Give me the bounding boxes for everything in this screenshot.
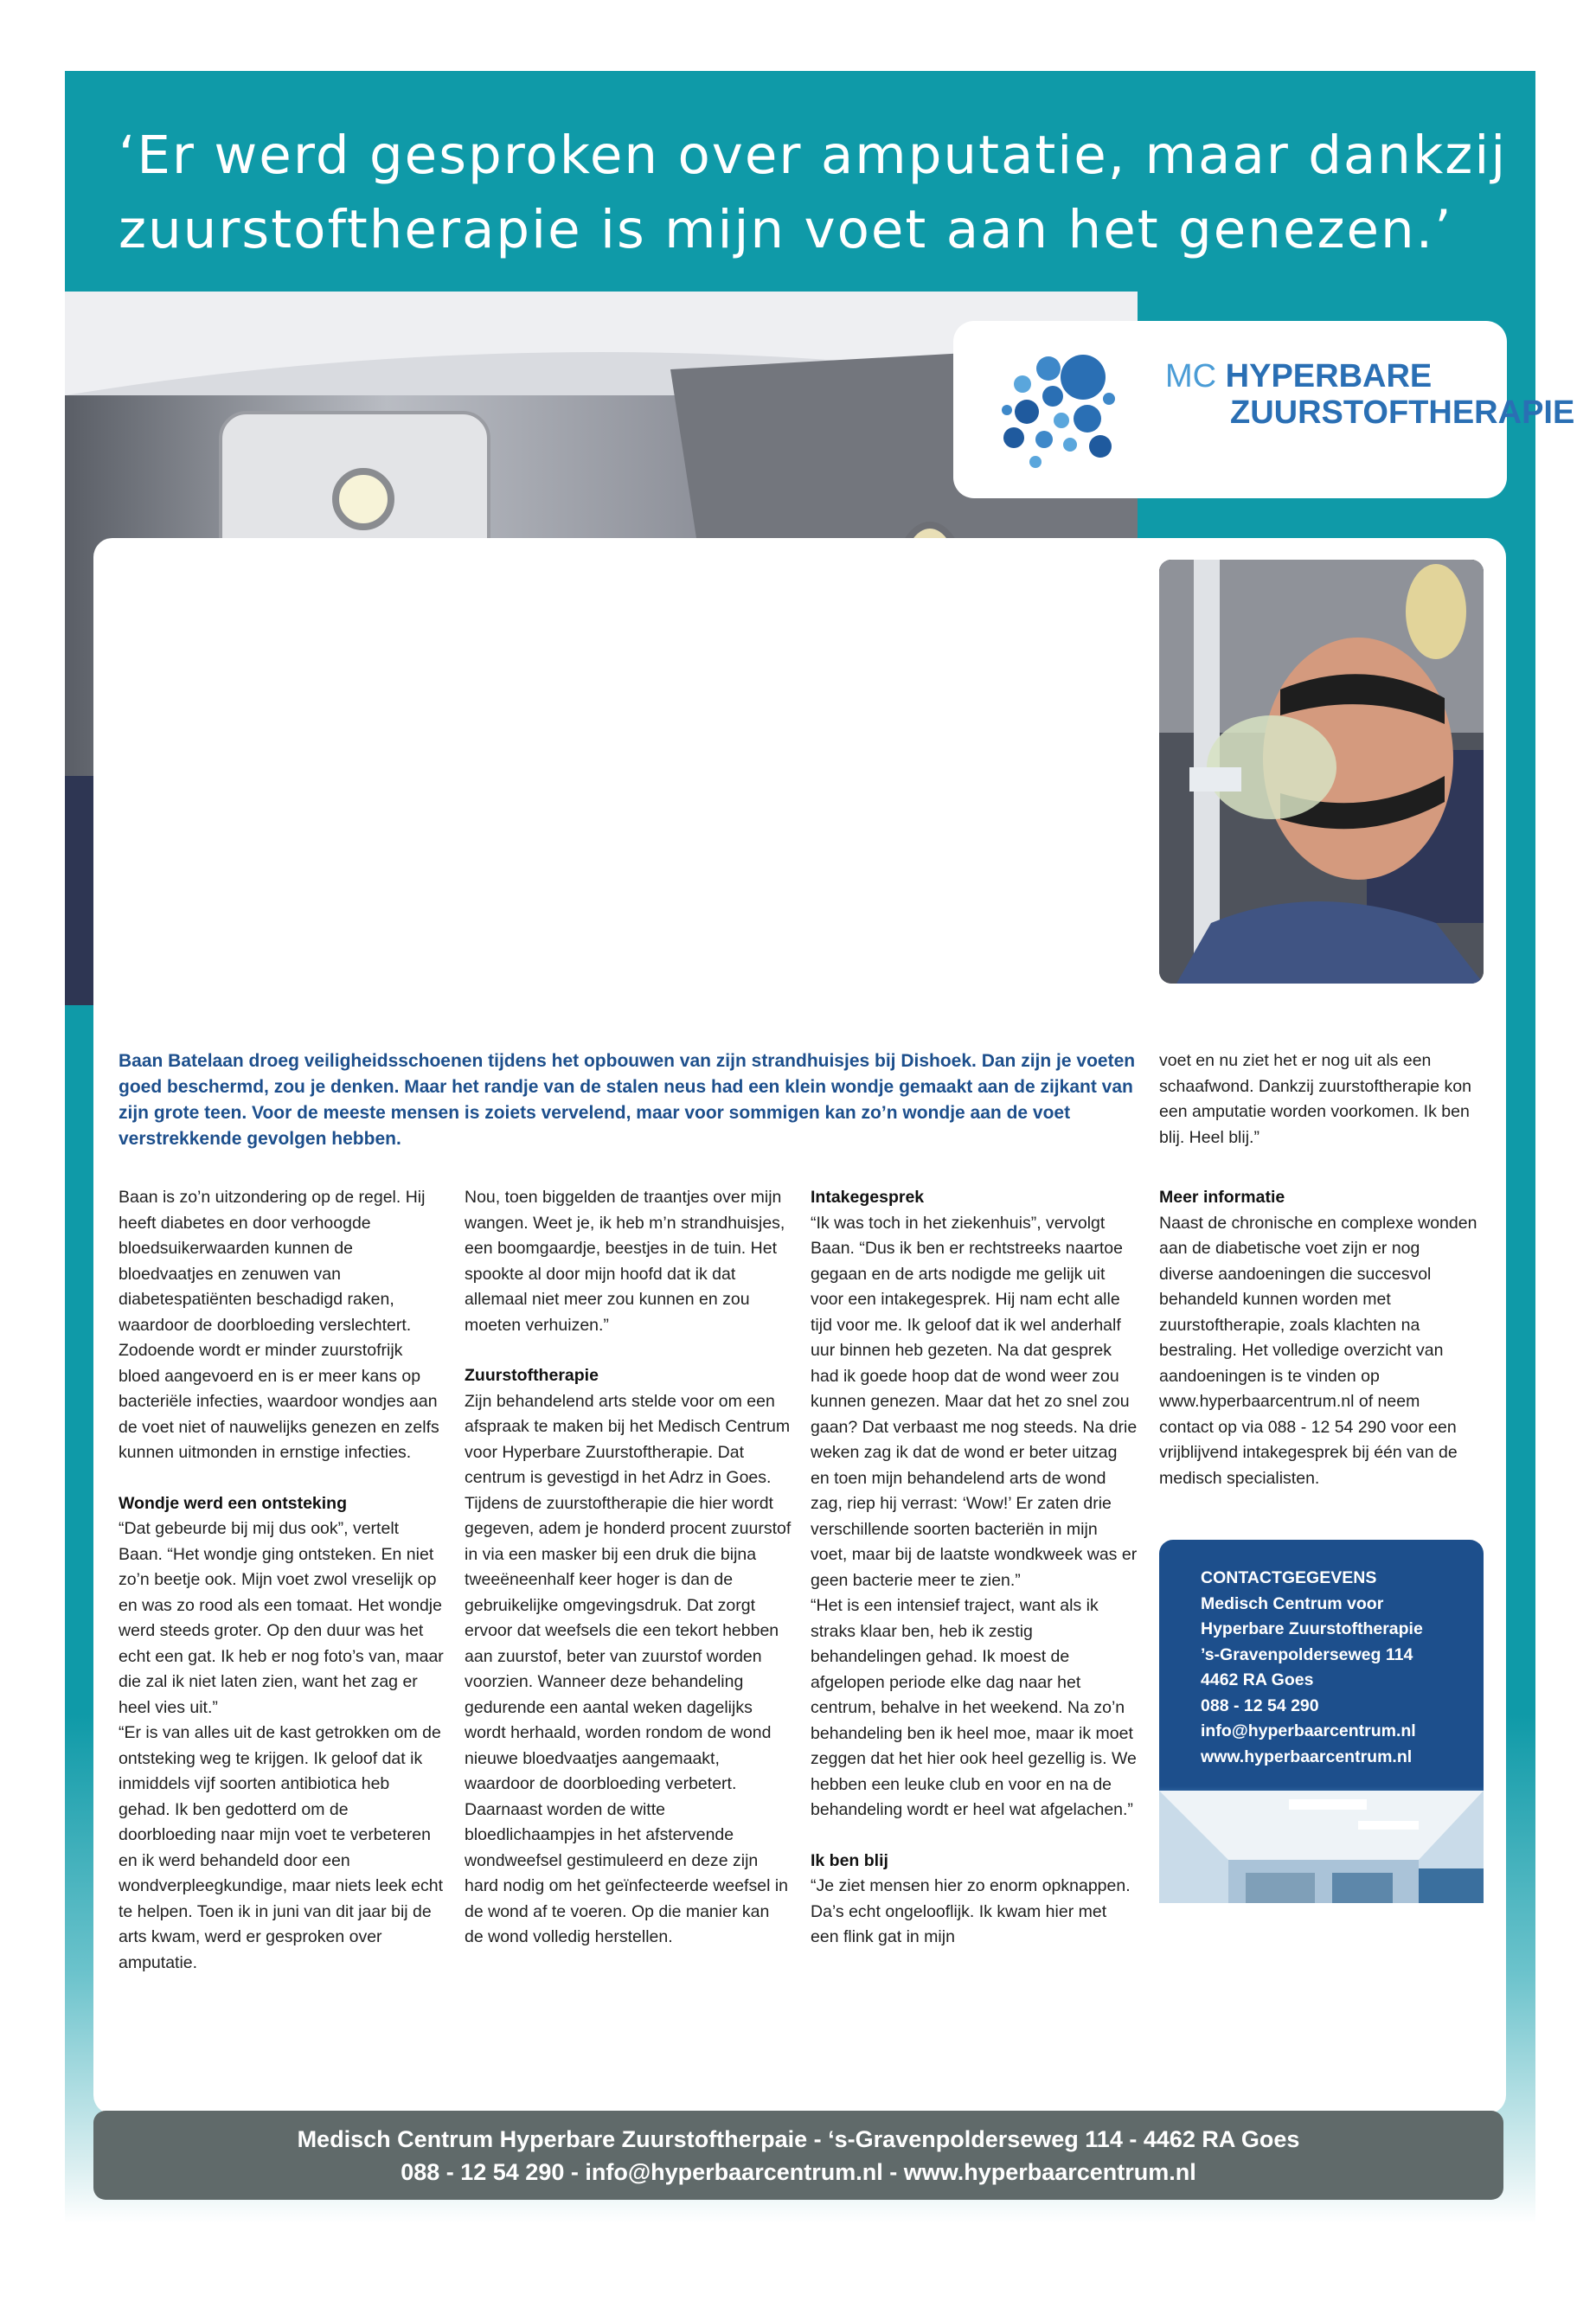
col4-top-text: voet en nu ziet het er nog uit als een schaafwond. Dankzij zuurstoftherapie kon een amputatie worden voorkomen. Ik ben blij. Heel blij.” xyxy=(1159,1051,1471,1147)
headline xyxy=(119,119,1537,267)
contact-details xyxy=(1201,1566,1423,1770)
logo-wordmark xyxy=(1165,358,1574,431)
logo-prefix: MC xyxy=(1165,358,1217,394)
col2-heading: Zuurstoftherapie xyxy=(465,1366,599,1385)
col3-paragraph-3: “Je ziet mensen hier zo enorm opknappen. Da’s echt ongelooflijk. Ik kwam hier met een flink gat in mijn xyxy=(811,1876,1131,1946)
col2-paragraph-2: Zijn behandelend arts stelde voor om een afspraak te maken bij het Medisch Centrum voor Hyperbare Zuurstoftherapie. Dat centrum is gevestigd in het Adrz in Goes. Tijdens de zuurstoftherapie die hier wordt gegeven, adem je honderd procent zuurstof in via een masker bij een druk die bijna tweeëneenhalf keer hoger is dan de gebruikelijke omgevingsdruk. Dat zorgt ervoor dat weefsels die een tekort hebben aan zuurstof, beter van zuurstof worden voorzien. Wanneer deze behandeling gedurende een aantal weken dagelijks wordt herhaald, worden rondom de wond nieuwe bloedvaatjes aangemaakt, waardoor de doorbloeding verbetert. Daarnaast worden de witte bloedlichaampjes in het afstervende wondweefsel gestimuleerd en deze zijn hard nodig om het geïnfecteerde weefsel in de wond af te voeren. Op die manier kan de wond volledig herstellen. xyxy=(465,1391,792,1946)
col1-heading: Wondje werd een ontsteking xyxy=(119,1493,348,1513)
contact-phone: 088 - 12 54 290 xyxy=(1201,1695,1319,1715)
col4-heading: Meer informatie xyxy=(1159,1188,1285,1207)
contact-street: ’s-Gravenpolderseweg 114 xyxy=(1201,1644,1413,1664)
contact-title: CONTACTGEGEVENS xyxy=(1201,1568,1377,1587)
col1-paragraph-1: Baan is zo’n uitzondering op de regel. Hij heeft diabetes en door verhoogde bloedsuikerwaarden kunnen de bloedvaatjes en zenuwen van diabetespatiënten beschadigd raken, waardoor de doorbloeding verslechtert. Zodoende wordt er minder zuurstofrijk bloed aangevoerd en is er meer kans op bacteriële infecties, waardoor wondjes aan de voet niet of nauwelijks genezen en zelfs kunnen uitmonden in ernstige infecties. xyxy=(119,1188,439,1462)
footer-bar xyxy=(93,2111,1503,2200)
contact-website[interactable]: www.hyperbaarcentrum.nl xyxy=(1201,1747,1413,1766)
col3-paragraph-2: “Het is een intensief traject, want als ik straks klaar ben, heb ik zestig behandelingen gehad. Ik moest de afgelopen periode elke dag naar het centrum, behalve in het weekend. Na zo’n behandeling ben ik heel moe, maar ik moet zeggen dat het hier ook heel gezellig is. We hebben een leuke club en voor en na de behandeling wordt er heel wat afgelachen.” xyxy=(811,1596,1137,1819)
col3-heading-2: Ik ben blij xyxy=(811,1850,888,1870)
col1-paragraph-2: “Dat gebeurde bij mij dus ook”, vertelt Baan. “Het wondje ging ontsteken. En niet zo’n beetje ook. Mijn voet zwol vreselijk op en was zo rood als een tomaat. Het wondje werd steeds groter. Op den duur was het echt een gat. Ik heb er nog foto’s van, maar die zal ik niet laten zien, want het zag er heel vies uit.” xyxy=(119,1519,444,1717)
column-2 xyxy=(465,1185,792,1951)
column-4 xyxy=(1159,1185,1477,1491)
column-4-top xyxy=(1159,1048,1477,1150)
contact-email[interactable]: info@hyperbaarcentrum.nl xyxy=(1201,1721,1416,1740)
contact-city: 4462 RA Goes xyxy=(1201,1670,1314,1689)
treatment-room-photo xyxy=(1159,1791,1484,1903)
column-1 xyxy=(119,1185,445,1976)
col3-paragraph-1: “Ik was toch in het ziekenhuis”, vervolgt Baan. “Dus ik ben er rechtstreeks naartoe gegaan en de arts nodigde me gelijk uit voor een intakegesprek. Hij nam echt alle tijd voor me. Ik geloof dat ik wel anderhalf uur binnen heb gezeten. Na dat gesprek had ik goede hoop dat de wond weer zou kunnen genezen. Maar dat het zo snel zou gaan? Dat verbaast me nog steeds. Na drie weken zag ik dat de wond er beter uitzag en toen mijn behandelend arts de wond zag, riep hij verrast: ‘Wow!’ Er zaten drie verschillende soorten bacteriën in mijn voet, maar bij de laatste wondkweek was er geen bacterie meer te zien.” xyxy=(811,1213,1138,1590)
logo-line-2: ZUURSTOFTHERAPIE xyxy=(1230,394,1575,431)
col1-paragraph-3: “Er is van alles uit de kast getrokken om de ontsteking weg te krijgen. Ik geloof dat ik inmiddels vijf soorten antibiotica heb gehad. Ik ben gedotterd om de doorbloeding naar mijn voet te verbeteren en ik werd behandeld door een wondverpleegkundige, maar niets leek echt te helpen. Toen ik in juni van dit jaar bij de arts kwam, werd er gesproken over amputatie. xyxy=(119,1723,444,1972)
col3-heading-1: Intakegesprek xyxy=(811,1188,925,1207)
col4-paragraph-1: Naast de chronische en complexe wonden aan de diabetische voet zijn er nog diverse aandoeningen die succesvol behandeld kunnen worden met zuurstoftherapie, zoals klachten na bestraling. Het volledige overzicht van aandoeningen is te vinden op www.hyperbaarcentrum.nl of neem contact op via 088 - 12 54 290 voor een vrijblijvend intakegesprek bij één van de medisch specialisten. xyxy=(1159,1213,1477,1488)
contact-box xyxy=(1159,1540,1484,1903)
column-3 xyxy=(811,1185,1138,1951)
logo-card xyxy=(953,321,1575,498)
logo-line-1: HYPERBARE xyxy=(1225,358,1433,394)
mask-photo-illustration xyxy=(1159,560,1484,984)
footer-line-1: Medisch Centrum Hyperbare Zuurstoftherpaie - ‘s-Gravenpolderseweg 114 - 4462 RA Goes xyxy=(297,2126,1300,2152)
contact-name-2: Hyperbare Zuurstoftherapie xyxy=(1201,1619,1423,1638)
contact-name-1: Medisch Centrum voor xyxy=(1201,1593,1384,1613)
headline-line-2: zuurstoftherapie is mijn voet aan het genezen.’ xyxy=(119,199,1453,260)
col2-paragraph-1: Nou, toen biggelden de traantjes over mijn wangen. Weet je, ik heb m’n strandhuisjes, een boomgaardje, beestjes in de tuin. Het spookte al door mijn hoofd dat ik dat allemaal niet meer zou kunnen en zou moeten verhuizen.” xyxy=(465,1188,785,1335)
intro-paragraph: Baan Batelaan droeg veiligheidsschoenen tijdens het opbouwen van zijn strandhuisjes bij Dishoek. Dan zijn je voeten goed beschermd, zou je denken. Maar het randje van de stalen neus had een klein wondje gemaakt aan de zijkant van zijn grote teen. Voor de meeste mensen is zoiets vervelend, maar voor sommigen kan zo’n wondje aan de voet verstrekkende gevolgen hebben. xyxy=(119,1051,1136,1149)
headline-line-1: ‘Er werd gesproken over amputatie, maar dankzij xyxy=(119,125,1508,186)
bubbles-logo-icon xyxy=(997,343,1126,472)
side-photo-mask xyxy=(1159,560,1484,984)
footer-line-2: 088 - 12 54 290 - info@hyperbaarcentrum.nl - www.hyperbaarcentrum.nl xyxy=(401,2159,1196,2185)
